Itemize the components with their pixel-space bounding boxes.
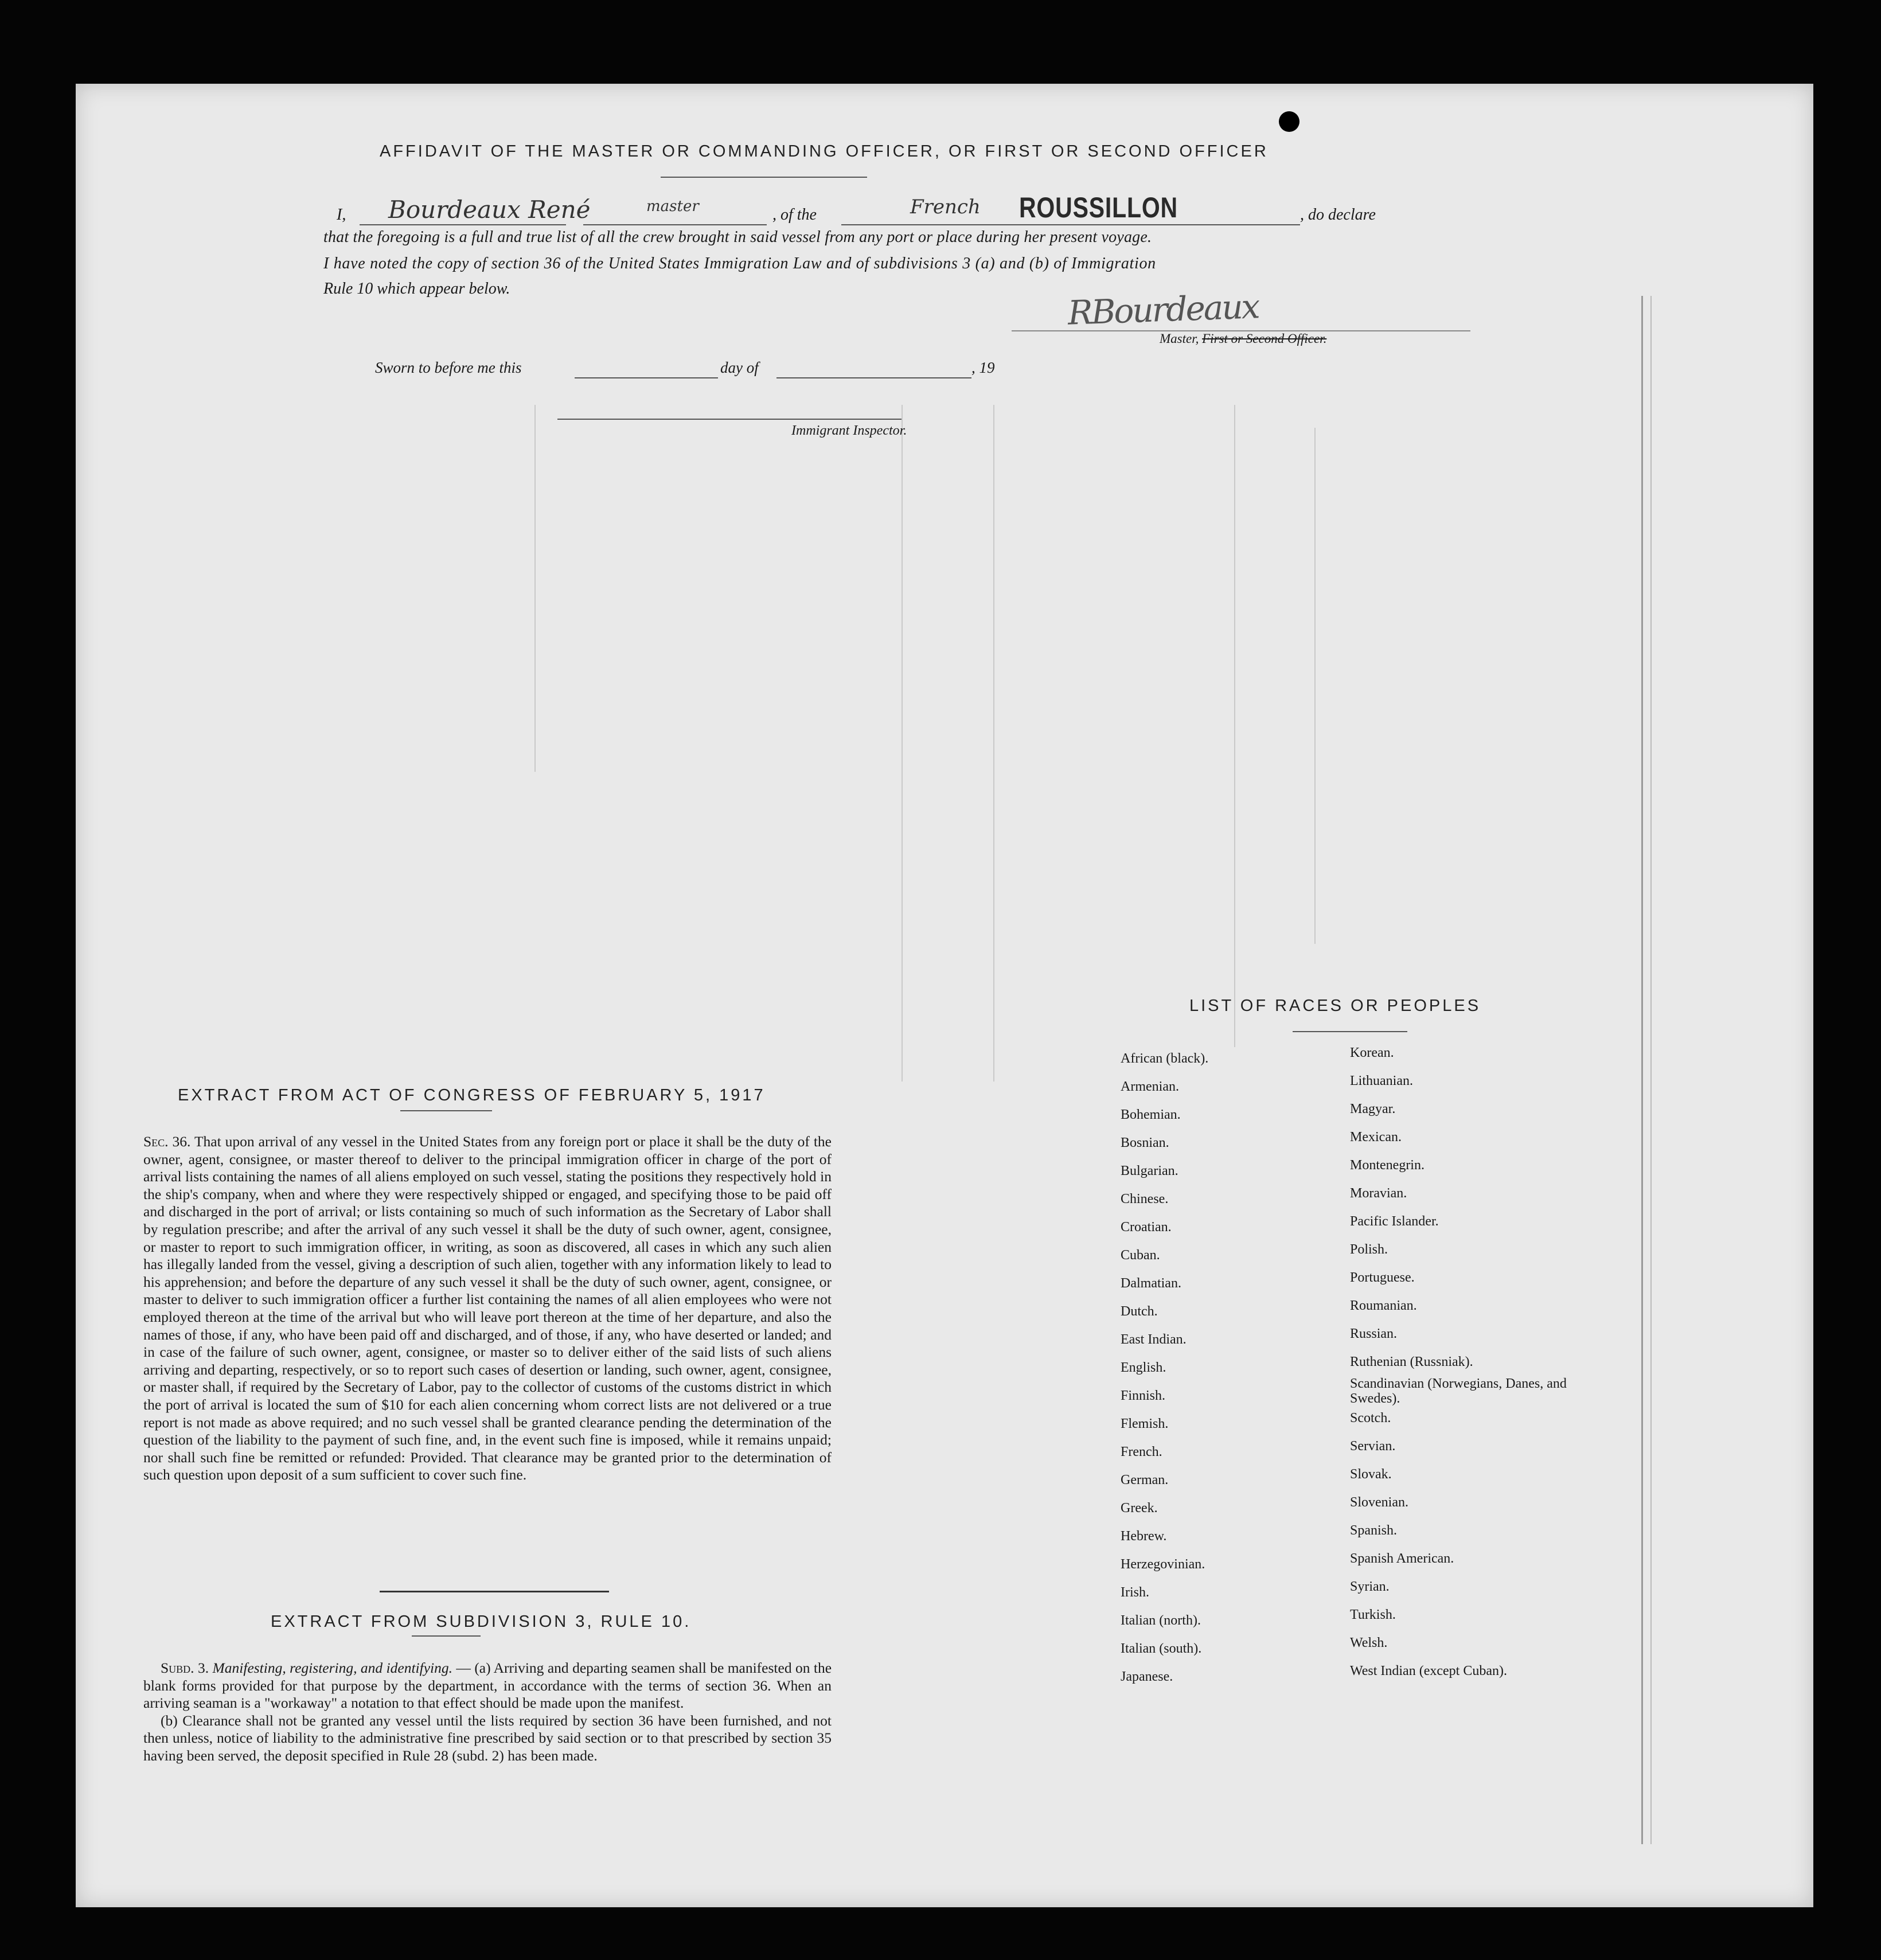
race-item: Slovenian. xyxy=(1350,1495,1408,1510)
master-signature: RBourdeaux xyxy=(1067,287,1259,333)
statement-line-2: I have noted the copy of section 36 of the United States Immigration Law and of subdivisions 3 (a) and (b) of Immigration xyxy=(323,255,1156,272)
race-item: Korean. xyxy=(1350,1045,1394,1060)
rule-title-rule xyxy=(412,1635,481,1637)
race-item: Cuban. xyxy=(1121,1248,1160,1263)
race-item: African (black). xyxy=(1121,1051,1209,1066)
race-item: Japanese. xyxy=(1121,1669,1173,1684)
para-a xyxy=(143,1660,832,1712)
race-item: Spanish American. xyxy=(1350,1551,1454,1566)
sworn-day-rule xyxy=(575,377,718,378)
statement-line-1: that the foregoing is a full and true list of all the crew brought in said vessel from any port or place during her present voyage. xyxy=(323,228,1152,246)
race-item: Ruthenian (Russniak). xyxy=(1350,1354,1473,1369)
act-title-rule xyxy=(400,1110,492,1111)
race-item: Polish. xyxy=(1350,1242,1388,1257)
statement-line-3: Rule 10 which appear below. xyxy=(323,280,510,298)
master-name: Bourdeaux René xyxy=(388,196,591,224)
race-item: Slovak. xyxy=(1350,1467,1392,1482)
race-item: Servian. xyxy=(1350,1439,1396,1454)
race-item: Scotch. xyxy=(1350,1411,1391,1426)
punch-hole xyxy=(1279,111,1299,132)
race-item: Hebrew. xyxy=(1121,1529,1167,1544)
column-rule xyxy=(1641,296,1643,1844)
document-sheet xyxy=(76,84,1813,1907)
race-item: Turkish. xyxy=(1350,1607,1396,1622)
race-item: Welsh. xyxy=(1350,1635,1388,1650)
race-item: Spanish. xyxy=(1350,1523,1398,1538)
race-item: Italian (south). xyxy=(1121,1641,1202,1656)
section-text: That upon arrival of any vessel in the United States from any foreign port or place it shall be the duty of the owner, agent, consignee, or master thereof to deliver to the principal immigration officer in charge of the port of arrival lists containing the names of all aliens employed on such vessel, stating the positions they respectively hold in the ship's company, when and where they were respectively shipped or engaged, and specifying those to be paid off and discharged in the port of arrival; or lists containing so much of such information as the Secretary of Labor shall by regulation prescribe; and after the arrival of any such vessel it shall be the duty of such owner, agent, consignee, or master to report to such immigration officer, in writing, as soon as discovered, all cases in which any such alien has illegally landed from the vessel, giving a description of such alien, together with any information likely to lead to his apprehension; and before the departure of any such vessel it shall be the duty of such owner, agent, consignee, or master to deliver to such immigration officer a further list containing the names of all alien employees who were not employed thereon at the time of the arrival but who will leave port thereon at the time of her departure, and also the names of those, if any, who have been paid off and discharged, and of those, if any, who have deserted or landed; and in case of the failure of such owner, agent, consignee, or master so to deliver either of the said lists of such aliens arriving and departing, respectively, or so to report such cases of desertion or landing, such owner, agent, consignee, or master shall, if required by the Secretary of Labor, pay to the collector of customs of the customs district in which the port of arrival is located the sum of $10 for each alien concerning whom correct lists are not delivered or a true report is not made as above required; and no such vessel shall be granted clearance pending the determination of the question of the liability to the payment of such fine, and, in the event such fine is imposed, while it remains unpaid; nor shall such fine be remitted or refunded: Provided. That clearance may be granted prior to the determination of such question upon deposit of a sum sufficient to cover such fine. xyxy=(143,1133,832,1483)
sworn-year-label: , 19 xyxy=(971,359,995,376)
race-item: West Indian (except Cuban). xyxy=(1350,1664,1507,1678)
race-item: Chinese. xyxy=(1121,1192,1169,1207)
subd-label: Subd. 3. xyxy=(161,1660,209,1676)
rank-rule xyxy=(583,224,767,225)
races-title-rule xyxy=(1293,1031,1407,1032)
race-item: French. xyxy=(1121,1444,1162,1459)
race-item: Croatian. xyxy=(1121,1220,1172,1235)
race-item: Syrian. xyxy=(1350,1579,1390,1594)
inspector-caption: Immigrant Inspector. xyxy=(791,423,907,438)
i-prefix: I, xyxy=(337,206,346,224)
race-item: Bulgarian. xyxy=(1121,1163,1178,1178)
race-item: Portuguese. xyxy=(1350,1270,1415,1285)
column-rule xyxy=(1314,428,1316,944)
para-b: (b) Clearance shall not be granted any vessel until the lists required by section 36 have been furnished, and not then unless, notice of liability to the administrative fine prescribed by said section or to that prescribed by section 35 having been served, the deposit specified in Rule 28 (subd. 2) has been made. xyxy=(143,1712,832,1764)
act-extract-title: EXTRACT FROM ACT OF CONGRESS OF FEBRUARY 5, 1917 xyxy=(178,1086,766,1104)
extract-separator xyxy=(380,1591,609,1592)
race-item: Dutch. xyxy=(1121,1304,1158,1319)
struck-officer-caption: First or Second Officer. xyxy=(1202,331,1327,346)
sworn-line xyxy=(375,359,1121,382)
race-item: Bohemian. xyxy=(1121,1107,1181,1122)
race-item: East Indian. xyxy=(1121,1332,1187,1347)
race-item: Finnish. xyxy=(1121,1388,1166,1403)
race-item: Magyar. xyxy=(1350,1102,1396,1116)
race-item: Flemish. xyxy=(1121,1416,1169,1431)
act-section-36-text xyxy=(143,1133,832,1484)
race-item: Scandinavian (Norwegians, Danes, and Swedes). xyxy=(1350,1376,1567,1406)
column-rule xyxy=(902,405,903,1081)
column-rule xyxy=(1234,405,1235,1047)
subd-heading: Manifesting, registering, and identifying. xyxy=(212,1660,452,1676)
ship-name: ROUSSILLON xyxy=(1019,192,1178,224)
race-item: Mexican. xyxy=(1350,1130,1402,1145)
of-the-label: , of the xyxy=(772,206,817,224)
rule-subd-3-text xyxy=(143,1660,832,1765)
race-item: Moravian. xyxy=(1350,1186,1407,1201)
race-item: Lithuanian. xyxy=(1350,1073,1413,1088)
race-item: Bosnian. xyxy=(1121,1135,1169,1150)
master-caption: Master, xyxy=(1160,331,1199,346)
race-item: Herzegovinian. xyxy=(1121,1557,1205,1572)
do-declare-label: , do declare xyxy=(1300,206,1376,224)
race-item: German. xyxy=(1121,1473,1169,1487)
column-rule xyxy=(1650,296,1652,1844)
race-item: Roumanian. xyxy=(1350,1298,1417,1313)
nationality: French xyxy=(910,196,981,218)
sworn-month-rule xyxy=(776,377,971,378)
column-rule xyxy=(534,405,536,772)
sworn-day-label: day of xyxy=(720,359,759,376)
races-right-column xyxy=(1350,1039,1602,1685)
inspector-rule xyxy=(557,419,902,420)
races-title: LIST OF RACES OR PEOPLES xyxy=(1189,997,1481,1015)
sworn-prefix: Sworn to before me this xyxy=(375,359,522,376)
affidavit-title: AFFIDAVIT OF THE MASTER OR COMMANDING OFFICER, OR FIRST OR SECOND OFFICER xyxy=(380,142,1269,161)
race-item: English. xyxy=(1121,1360,1166,1375)
race-item: Montenegrin. xyxy=(1350,1158,1425,1173)
race-item: Pacific Islander. xyxy=(1350,1214,1439,1229)
column-rule xyxy=(993,405,994,1081)
section-label: Sec. 36. xyxy=(143,1133,191,1150)
race-item: Irish. xyxy=(1121,1585,1149,1600)
declaration-line xyxy=(337,192,1484,224)
race-item: Italian (north). xyxy=(1121,1613,1201,1628)
race-item: Armenian. xyxy=(1121,1079,1179,1094)
race-item: Dalmatian. xyxy=(1121,1276,1181,1291)
signature-caption xyxy=(1160,331,1326,346)
race-item: Russian. xyxy=(1350,1326,1398,1341)
race-item: Greek. xyxy=(1121,1501,1158,1516)
name-rule xyxy=(360,224,566,225)
para-a-text: — (a) Arriving and departing seamen shall be manifested on the blank forms provided for that purpose by the department, in accordance with the terms of section 36. When an arriving seaman is a "workaway" a notation to that effect should be made upon the manifest. xyxy=(143,1660,832,1712)
ship-rule xyxy=(841,224,1300,225)
title-rule xyxy=(661,177,867,178)
rule-extract-title: EXTRACT FROM SUBDIVISION 3, RULE 10. xyxy=(271,1612,692,1631)
rank: master xyxy=(646,198,699,215)
races-left-column xyxy=(1121,1045,1327,1691)
